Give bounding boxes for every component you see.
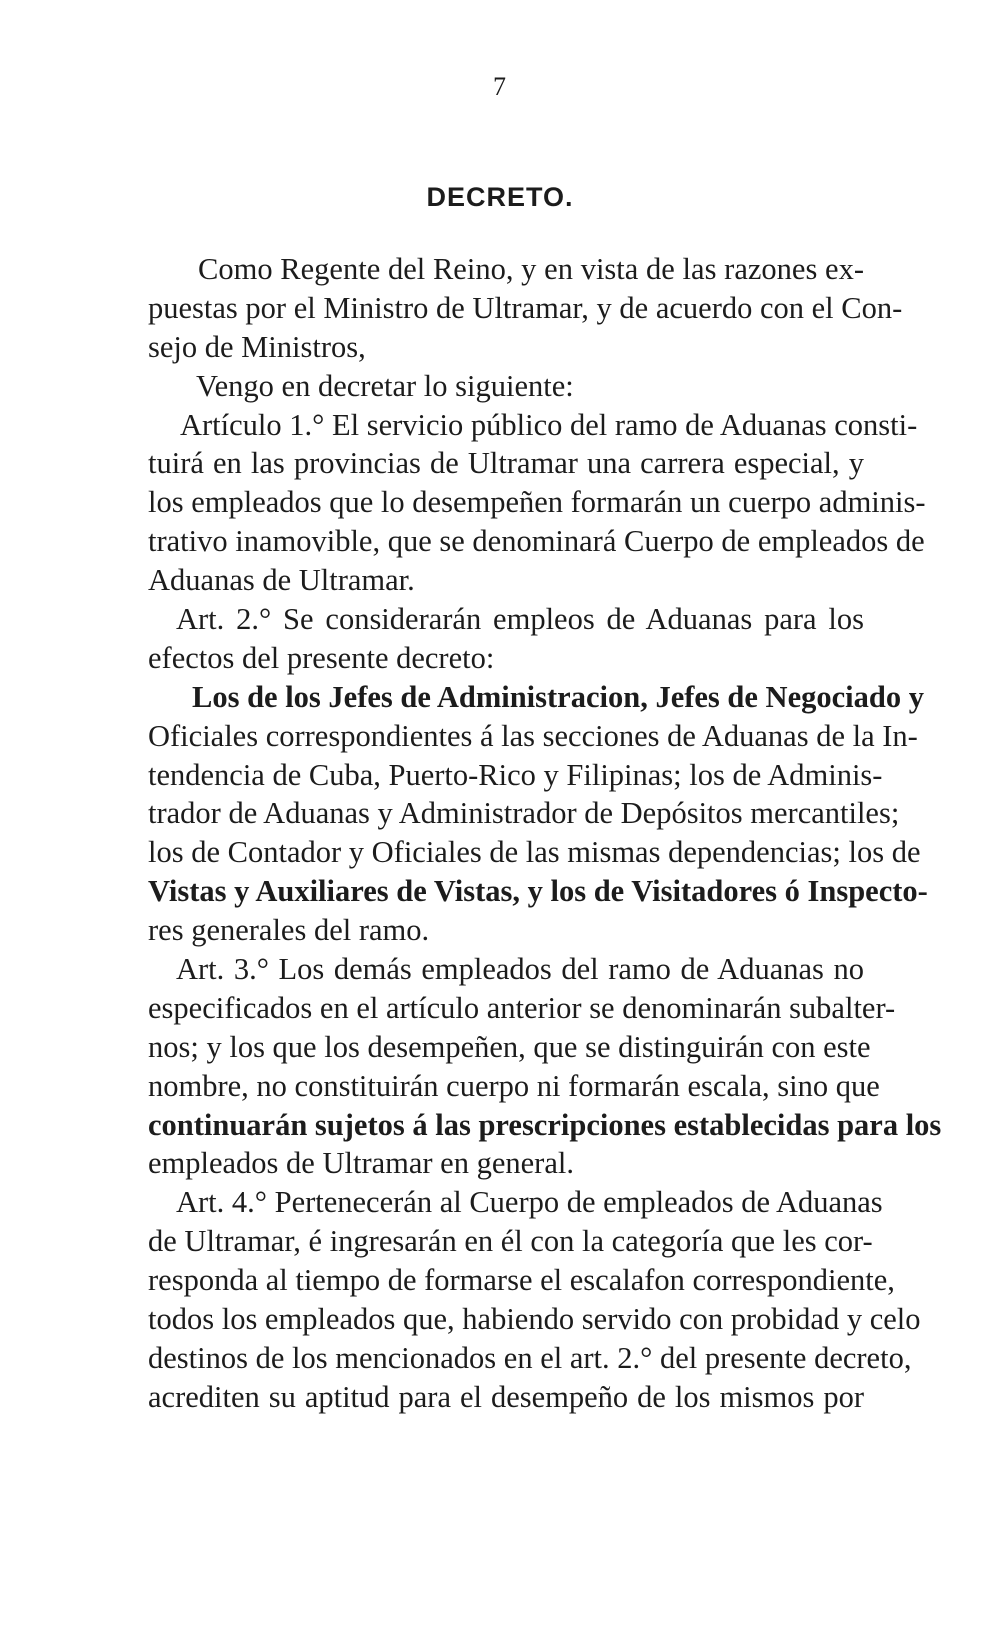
text-line: Los de los Jefes de Administracion, Jefes de Negociado y — [192, 679, 924, 714]
text-line: tuirá en las provincias de Ultramar una carrera especial, y — [148, 446, 864, 481]
text-line: Artículo 1.° El servicio público del ramo de Aduanas consti- — [180, 407, 918, 442]
text-line: empleados de Ultramar en general. — [148, 1146, 574, 1181]
text-line: trador de Aduanas y Administrador de Depósitos mercantiles; — [148, 796, 900, 831]
text-line: Art. 4.° Pertenecerán al Cuerpo de empleados de Aduanas — [176, 1185, 883, 1220]
text-line: efectos del presente decreto: — [148, 640, 495, 675]
text-line: Oficiales correspondientes á las secciones de Aduanas de la In- — [148, 718, 918, 753]
text-line: los de Contador y Oficiales de las mismas dependencias; los de — [148, 835, 921, 870]
decree-body — [148, 250, 942, 1417]
text-line: especificados en el artículo anterior se denominarán subalter- — [148, 990, 896, 1025]
text-line: trativo inamovible, que se denominará Cuerpo de empleados de — [148, 524, 925, 559]
text-line: Art. 3.° Los demás empleados del ramo de Aduanas no — [176, 952, 864, 987]
text-line: de Ultramar, é ingresarán en él con la categoría que les cor- — [148, 1224, 873, 1259]
text-line: responda al tiempo de formarse el escalafon correspondiente, — [148, 1263, 895, 1298]
text-line: Como Regente del Reino, y en vista de las razones ex- — [198, 252, 864, 286]
text-line: nombre, no constituirán cuerpo ni formarán escala, sino que — [148, 1068, 880, 1103]
text-line: puestas por el Ministro de Ultramar, y de acuerdo con el Con- — [148, 290, 903, 325]
text-line: todos los empleados que, habiendo servido con probidad y celo — [148, 1302, 921, 1337]
text-line: los empleados que lo desempeñen formarán un cuerpo adminis- — [148, 485, 926, 520]
text-line: continuarán sujetos á las prescripciones establecidas para los — [148, 1107, 942, 1142]
page-title: DECRETO. — [426, 182, 574, 212]
text-line: Vengo en decretar lo siguiente: — [196, 368, 574, 403]
text-line: Art. 2.° Se considerarán empleos de Aduanas para los — [176, 602, 864, 637]
text-line: destinos de los mencionados en el art. 2.° del presente decreto, — [148, 1340, 912, 1375]
text-line: Vistas y Auxiliares de Vistas, y los de Visitadores ó Inspecto- — [148, 874, 928, 909]
text-line: sejo de Ministros, — [148, 329, 366, 364]
text-line: Aduanas de Ultramar. — [148, 563, 415, 598]
text-line: acrediten su aptitud para el desempeño de los mismos por — [148, 1379, 864, 1414]
text-line: res generales del ramo. — [148, 913, 430, 948]
text-line: nos; y los que los desempeñen, que se distinguirán con este — [148, 1029, 871, 1064]
page-number: 7 — [493, 72, 507, 101]
text-line: tendencia de Cuba, Puerto-Rico y Filipinas; los de Adminis- — [148, 757, 883, 792]
